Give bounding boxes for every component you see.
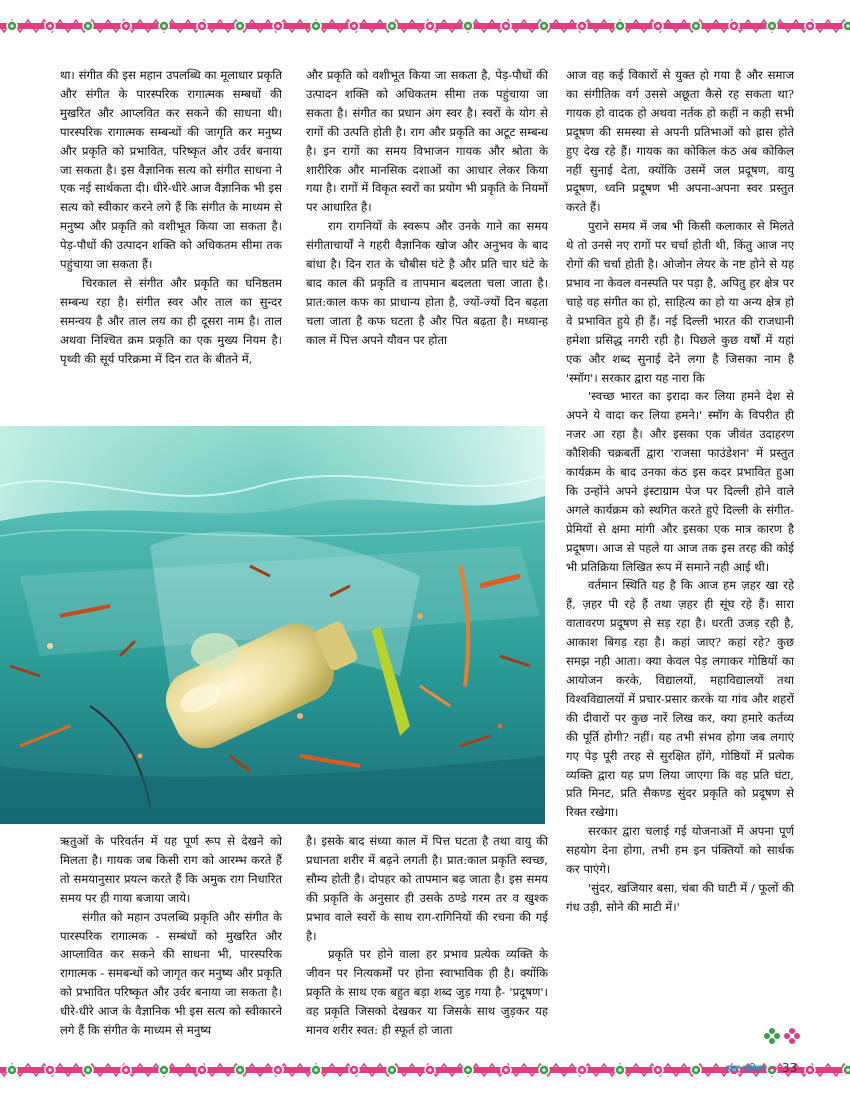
article-column-2-bottom	[306, 832, 548, 1040]
border-pattern-icon	[0, 1052, 850, 1088]
top-floral-border	[0, 8, 850, 44]
article-column-3	[566, 66, 794, 1046]
flower-ornament-icon	[762, 1026, 802, 1046]
paragraph: वर्तमान स्थिति यह है कि आज हम ज़हर खा रहे हैं, ज़हर पी रहे हैं तथा ज़हर ही सूंघ रहे हैं। सारा वातावरण प्रदूषण से सड़ रहा है। धरती उजड़ रही है, आकाश बिगड़ रहा है। कहां जाए? कहां रहे? कुछ समझ नही आता। क्या केवल पेड़ लगाकर गोष्ठियों का आयोजन करके, विद्यालयों, महाविद्यालयों तथा विश्वविद्यालयों में प्रचार-प्रसार करके या गांव और शहरों की दीवारों पर कुछ नारें लिख कर, क्या हमारे कर्तव्य की पूर्ति होगी? नहीं। यह तभी संभव होगा जब लगाएं गए पेड़ पूरी तरह से सुरक्षित होंगे, गोष्ठियों में प्रत्येक व्यक्ति द्वारा यह प्रण लिया जाएगा कि वह प्रति घंटा, प्रति मिनट, प्रति सैकण्ड सुंदर प्रकृति को प्रदूषण से रिक्त रखेगा।	[566, 578, 794, 820]
article-column-2-top	[306, 66, 548, 410]
article-column-1-top	[60, 66, 282, 410]
paragraph: आज वह कई विकारों से युक्त हो गया है और समाज का संगीतिक वर्ग उससे अछूता कैसे रह सकता था? गायक हो वादक हो अथवा नर्तक हो कहीं न कही सभी प्रदूषण की समस्या से अपनी प्रतिभाओं को ह्रास होते हुए देख रहे हैं। गायक का कोकिल कंठ अब कोकिल नहीं सुनाई देता, क्योंकि उसमें जल प्रदूषण, वायु प्रदूषण, ध्वनि प्रदूषण भी अपना-अपना स्वर प्रस्तुत करते हैं।	[566, 68, 794, 215]
paragraph: है। इसके बाद संध्या काल में पित्त घटता है तथा वायु की प्रधानता शरीर में बढ़ने लगती है। प्रात:काल प्रकृति स्वच्छ, सौम्य होती है। दोपहर को तापमान बढ़ जाता है। इस समय की प्रकृति के अनुसार ही उसके ठण्डे गरम तर व खुश्क प्रभाव वाले स्वरों के साथ राग-रागिनियों की रचना की गई है।	[306, 834, 548, 943]
paragraph: था। संगीत की इस महान उपलब्धि का मूलाधार प्रकृति और संगीत के पारस्परिक रागात्मक सम्बधों की मुखरित और आप्लवित कर सकने की साधना थी। पारस्परिक रागात्मक सम्बन्धों की जागृति कर मनुष्य और प्रकृति को प्रभावित, परिष्कृत और उर्वर बनाया जा सकता है। इस वैज्ञानिक सत्य को संगीत साधना ने एक नई सार्थकता दी। धीरे-धीरे आज वैज्ञानिक भी इस सत्य को स्वीकार करने लगे हैं कि संगीत के माध्यम से मनुष्य और प्रकृति को वशीभूत किया जा सकता है। पेड़-पौधों की उत्पादन शक्ति को अधिकतम सीमा तक पहुंचाया जा सकता हैं।	[60, 68, 282, 272]
paragraph: ऋतुओं के परिवर्तन में यह पूर्ण रूप से देखने को मिलता है। गायक जब किसी राग को आरम्भ करते हैं तो समयानुसार प्रयत्न करते हैं कि अमुक राग निधारित समय पर ही गाया बजाया जाये।	[60, 834, 282, 905]
arrow-right-icon: ➜	[768, 1061, 778, 1075]
paragraph: सरकार द्वारा चलाई गई योजनाओं में अपना पूर्ण सहयोग देना होगा, तभी हम इन पंक्तियों को सार्थक कर पाएंगे।	[566, 824, 794, 877]
article-column-1-bottom	[60, 832, 282, 1040]
paragraph: पुराने समय में जब भी किसी कलाकार से मिलते थे तो उनसे नए रागों पर चर्चा होती थी, किंतु आज नए रोगों की चर्चा होती है। ओजोन लेयर के नष्ट होने से यह प्रभाव ना केवल वनस्पति पर पड़ा है, अपितु हर क्षेत्र पर चाहे वह संगीत का हो, साहित्य का हो या अन्य क्षेत्र हो वे प्रभावित हुये ही हैं। नई दिल्ली भारत की राजधानी हमेशा प्रसिद्ध नगरी रही है। पिछले कुछ वर्षों में यहां एक और शब्द सुनाई देने लगा है जिसका नाम है 'स्मॉग'। सरकार द्वारा यह नारा कि	[566, 219, 794, 385]
page-number: 33	[781, 1061, 798, 1075]
ocean-plastic-pollution-photo	[0, 426, 545, 824]
paragraph: राग रागनियों के स्वरूप और उनके गाने का समय संगीताचार्यों ने गहरी वैज्ञानिक खोज और अनुभव के बाद बांधा है। दिन रात के चौबीस घंटे है और प्रति चार घंटे के बाद काल की प्रकृति व तापमान बदलता चला जाता है। प्रात:काल कफ का प्राधान्य होता है, ज्यों-ज्यों दिन बढ़ता चला जाता है कफ घटता है और पित बढ़ता है। मध्यान्ह काल में पित्त अपने यौवन पर होता	[306, 219, 548, 347]
closing-verse: 'सुंदर, खजियार बसा, चंबा की घाटी में / फूलों की गंध उड़ी, सोने की माटी में।'	[566, 880, 794, 914]
paragraph: प्रकृति पर होने वाला हर प्रभाव प्रत्येक व्यक्ति के जीवन पर नित्यकर्मों पर होना स्वाभाविक ही है। क्योंकि प्रकृति के साथ एक बहुत बड़ा शब्द जुड़ गया है- 'प्रदूषण'। वह प्रकृति जिसको देखकर या जिसके साथ जुड़कर यह मानव शरीर स्वत: ही स्फूर्त हो जाता	[306, 947, 548, 1038]
paragraph: और प्रकृति को वशीभूत किया जा सकता है, पेड़-पौधों की उत्पादन शक्ति को अधिकतम सीमा तक पहुंचाया जा सकता है। संगीत का प्रधान अंग स्वर है। स्वरों के योग से रागों की उत्पति होती है। राग और प्रकृति का अटूट सम्बन्ध है। इन रागों का समय विभाजन गायक और श्रोता के शारीरिक और मानसिक दशाओं का आधार लेकर किया गया है। रागों में विकृत स्वरों का प्रयोग भी प्रकृति के नियमों पर आधारित है।	[306, 68, 548, 215]
magazine-name: स्वर सरिता	[726, 1064, 765, 1075]
border-pattern-icon	[0, 8, 850, 44]
bottom-floral-border	[0, 1052, 850, 1088]
ocean-plastic-pollution-image	[0, 426, 545, 824]
paragraph: 'स्वच्छ भारत का इरादा कर लिया हमने देश से अपने ये वादा कर लिया हमने।' स्मॉग के विपरीत ही नजर आ रहा है। और इसका एक जीवंत उदाहरण कौशिकी चक्रबर्ती द्वारा 'राजसा फाउंडेशन' में प्रस्तुत कार्यक्रम के बाद उनका कंठ इस कदर प्रभावित हुआ कि उन्होंने अपने इंस्टाग्राम पेज पर दिल्ली होने वाले अगले कार्यक्रम को स्थगित करते हुऐ दिल्ली के संगीत-प्रेमियों से क्षमा मांगी और इसका एक मात्र कारण है प्रदूषण। आज से पहले या आज तक इस तरह की कोई भी प्रतिक्रिया लिखित रूप में समाने नही आई थी।	[566, 389, 794, 574]
paragraph: चिरकाल से संगीत और प्रकृति का घनिष्ठतम सम्बन्ध रहा है। संगीत स्वर और ताल का सुन्दर समन्वय है और ताल लय का ही दूसरा नाम है। ताल अथवा निश्चित क्रम प्रकृति का एक मुख्य नियम है। पृथ्वी की सूर्य परिक्रमा में दिन रात के बीतने में,	[60, 275, 282, 366]
page-folio	[726, 1056, 836, 1080]
paragraph: संगीत को महान उपलब्धि प्रकृति और संगीत के पारस्परिक रागात्मक - सम्बंधों को मुखरित और आप्लावित कर सकने की साधना भी, पारस्परिक रागात्मक - समबन्धों को जागृत कर मनुष्य और प्रकृति को प्रभावित परिष्कृत और उर्वर बनाया जा सकता है। धीरे-धीरे आज के वैज्ञानिक भी इस सत्य को स्वीकारने लगे हैं कि संगीत के माध्यम से मनुष्य	[60, 909, 282, 1038]
